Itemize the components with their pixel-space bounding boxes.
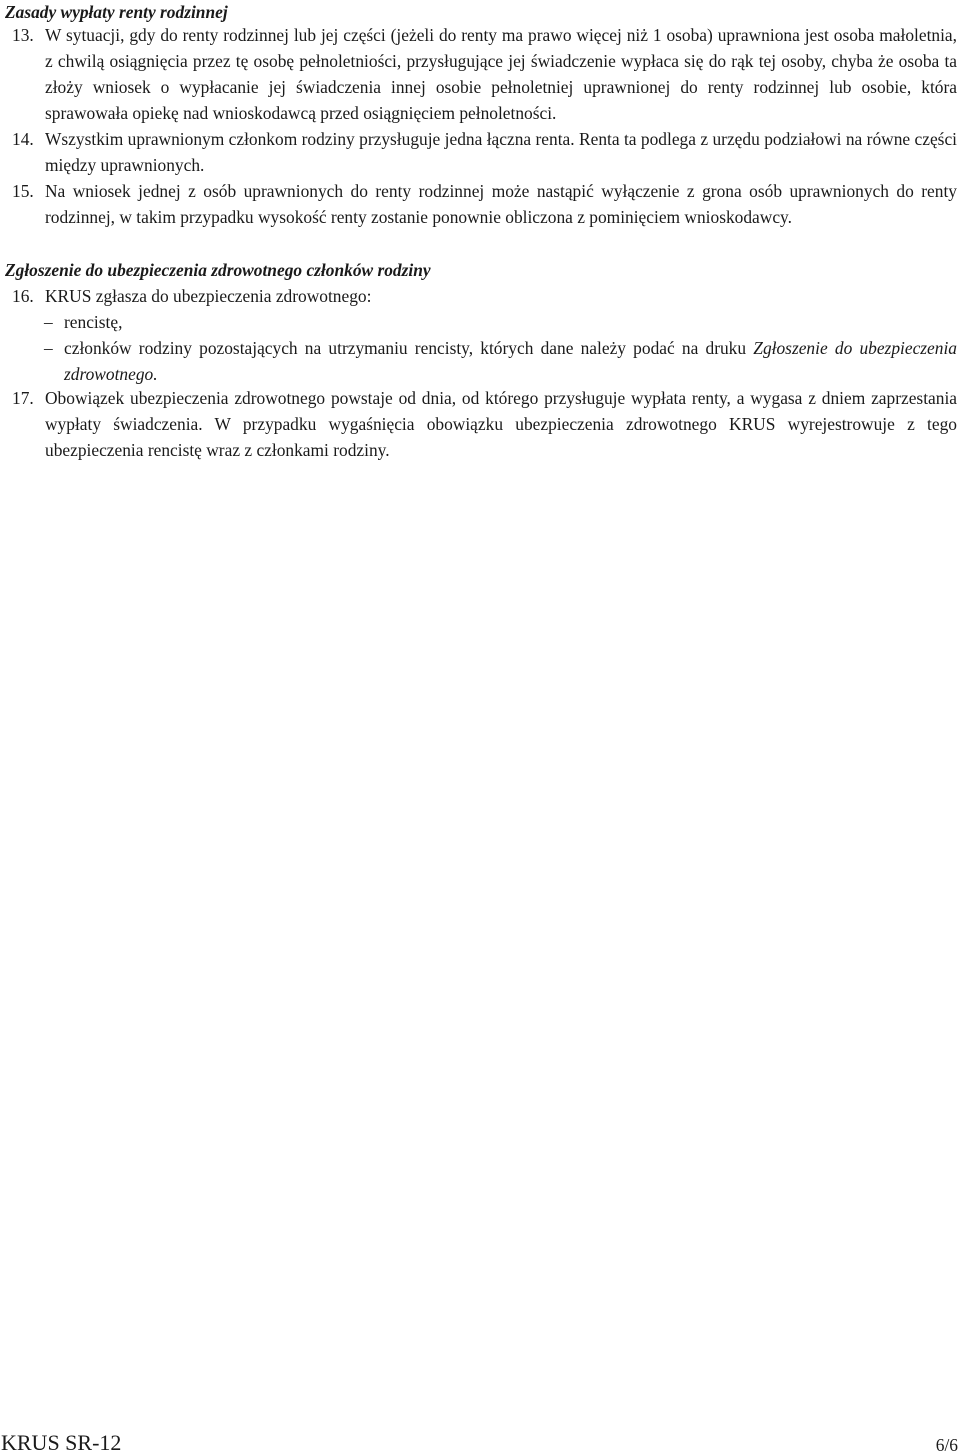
item-17-text: Obowiązek ubezpieczenia zdrowotnego powstaje od dnia, od którego przysługuje wypłata renty, a wygasa z dniem zaprzestania wypłaty świadczenia. W przypadku wygaśnięcia obowiązku ubezpieczenia zdrowotnego KRUS wyrejestrowuje z tego ubezpieczenia rencistę wraz z członkami rodziny. bbox=[45, 388, 957, 460]
item-number-15: 15. bbox=[12, 181, 34, 201]
footer-form-code: KRUS SR-12 bbox=[1, 1430, 122, 1455]
form-name-reference: Zgłoszenie do ubezpieczenia zdrowotnego. bbox=[64, 338, 958, 384]
item-number-13: 13. bbox=[12, 25, 34, 45]
section-heading-payment-rules: Zasady wypłaty renty rodzinnej bbox=[5, 2, 228, 22]
item-number-14: 14. bbox=[12, 129, 34, 149]
item-14-text: Wszystkim uprawnionym członkom rodziny przysługuje jedna łączna renta. Renta ta podlega z urzędu podziałowi na równe części między uprawnionych. bbox=[45, 129, 957, 175]
family-members-text: członków rodziny pozostających na utrzymaniu rencisty, których dane należy podać na druku bbox=[64, 338, 754, 358]
section-heading-health-insurance: Zgłoszenie do ubezpieczenia zdrowotnego członków rodziny bbox=[5, 260, 431, 280]
list-item-pensioner: rencistę, bbox=[64, 312, 123, 332]
item-number-17: 17. bbox=[12, 388, 34, 408]
item-16-intro: KRUS zgłasza do ubezpieczenia zdrowotnego: bbox=[45, 286, 372, 306]
list-item-family-members bbox=[64, 335, 957, 387]
item-13-text: W sytuacji, gdy do renty rodzinnej lub jej części (jeżeli do renty ma prawo więcej niż 1 osoba) uprawniona jest osoba małoletnia, z chwilą osiągnięcia przez tę osobę pełnoletniości, przysługujące jej świadczenie wypłaca się do rąk tej osoby, chyba że osoba ta złoży wniosek o wypłacanie jej świadczenia innej osobie pełnoletniej uprawnionej do renty rodzinnej lub osobie, która sprawowała opiekę nad wnioskodawcą przed osiągnięciem pełnoletności. bbox=[45, 25, 957, 123]
footer-page-number: 6/6 bbox=[935, 1435, 958, 1455]
list-dash: – bbox=[44, 338, 53, 358]
list-dash: – bbox=[44, 312, 53, 332]
item-number-16: 16. bbox=[12, 286, 34, 306]
item-15-text: Na wniosek jednej z osób uprawnionych do renty rodzinnej może nastąpić wyłączenie z grona osób uprawnionych do renty rodzinnej, w takim przypadku wysokość renty zostanie ponownie obliczona z pominięciem wnioskodawcy. bbox=[45, 181, 957, 227]
